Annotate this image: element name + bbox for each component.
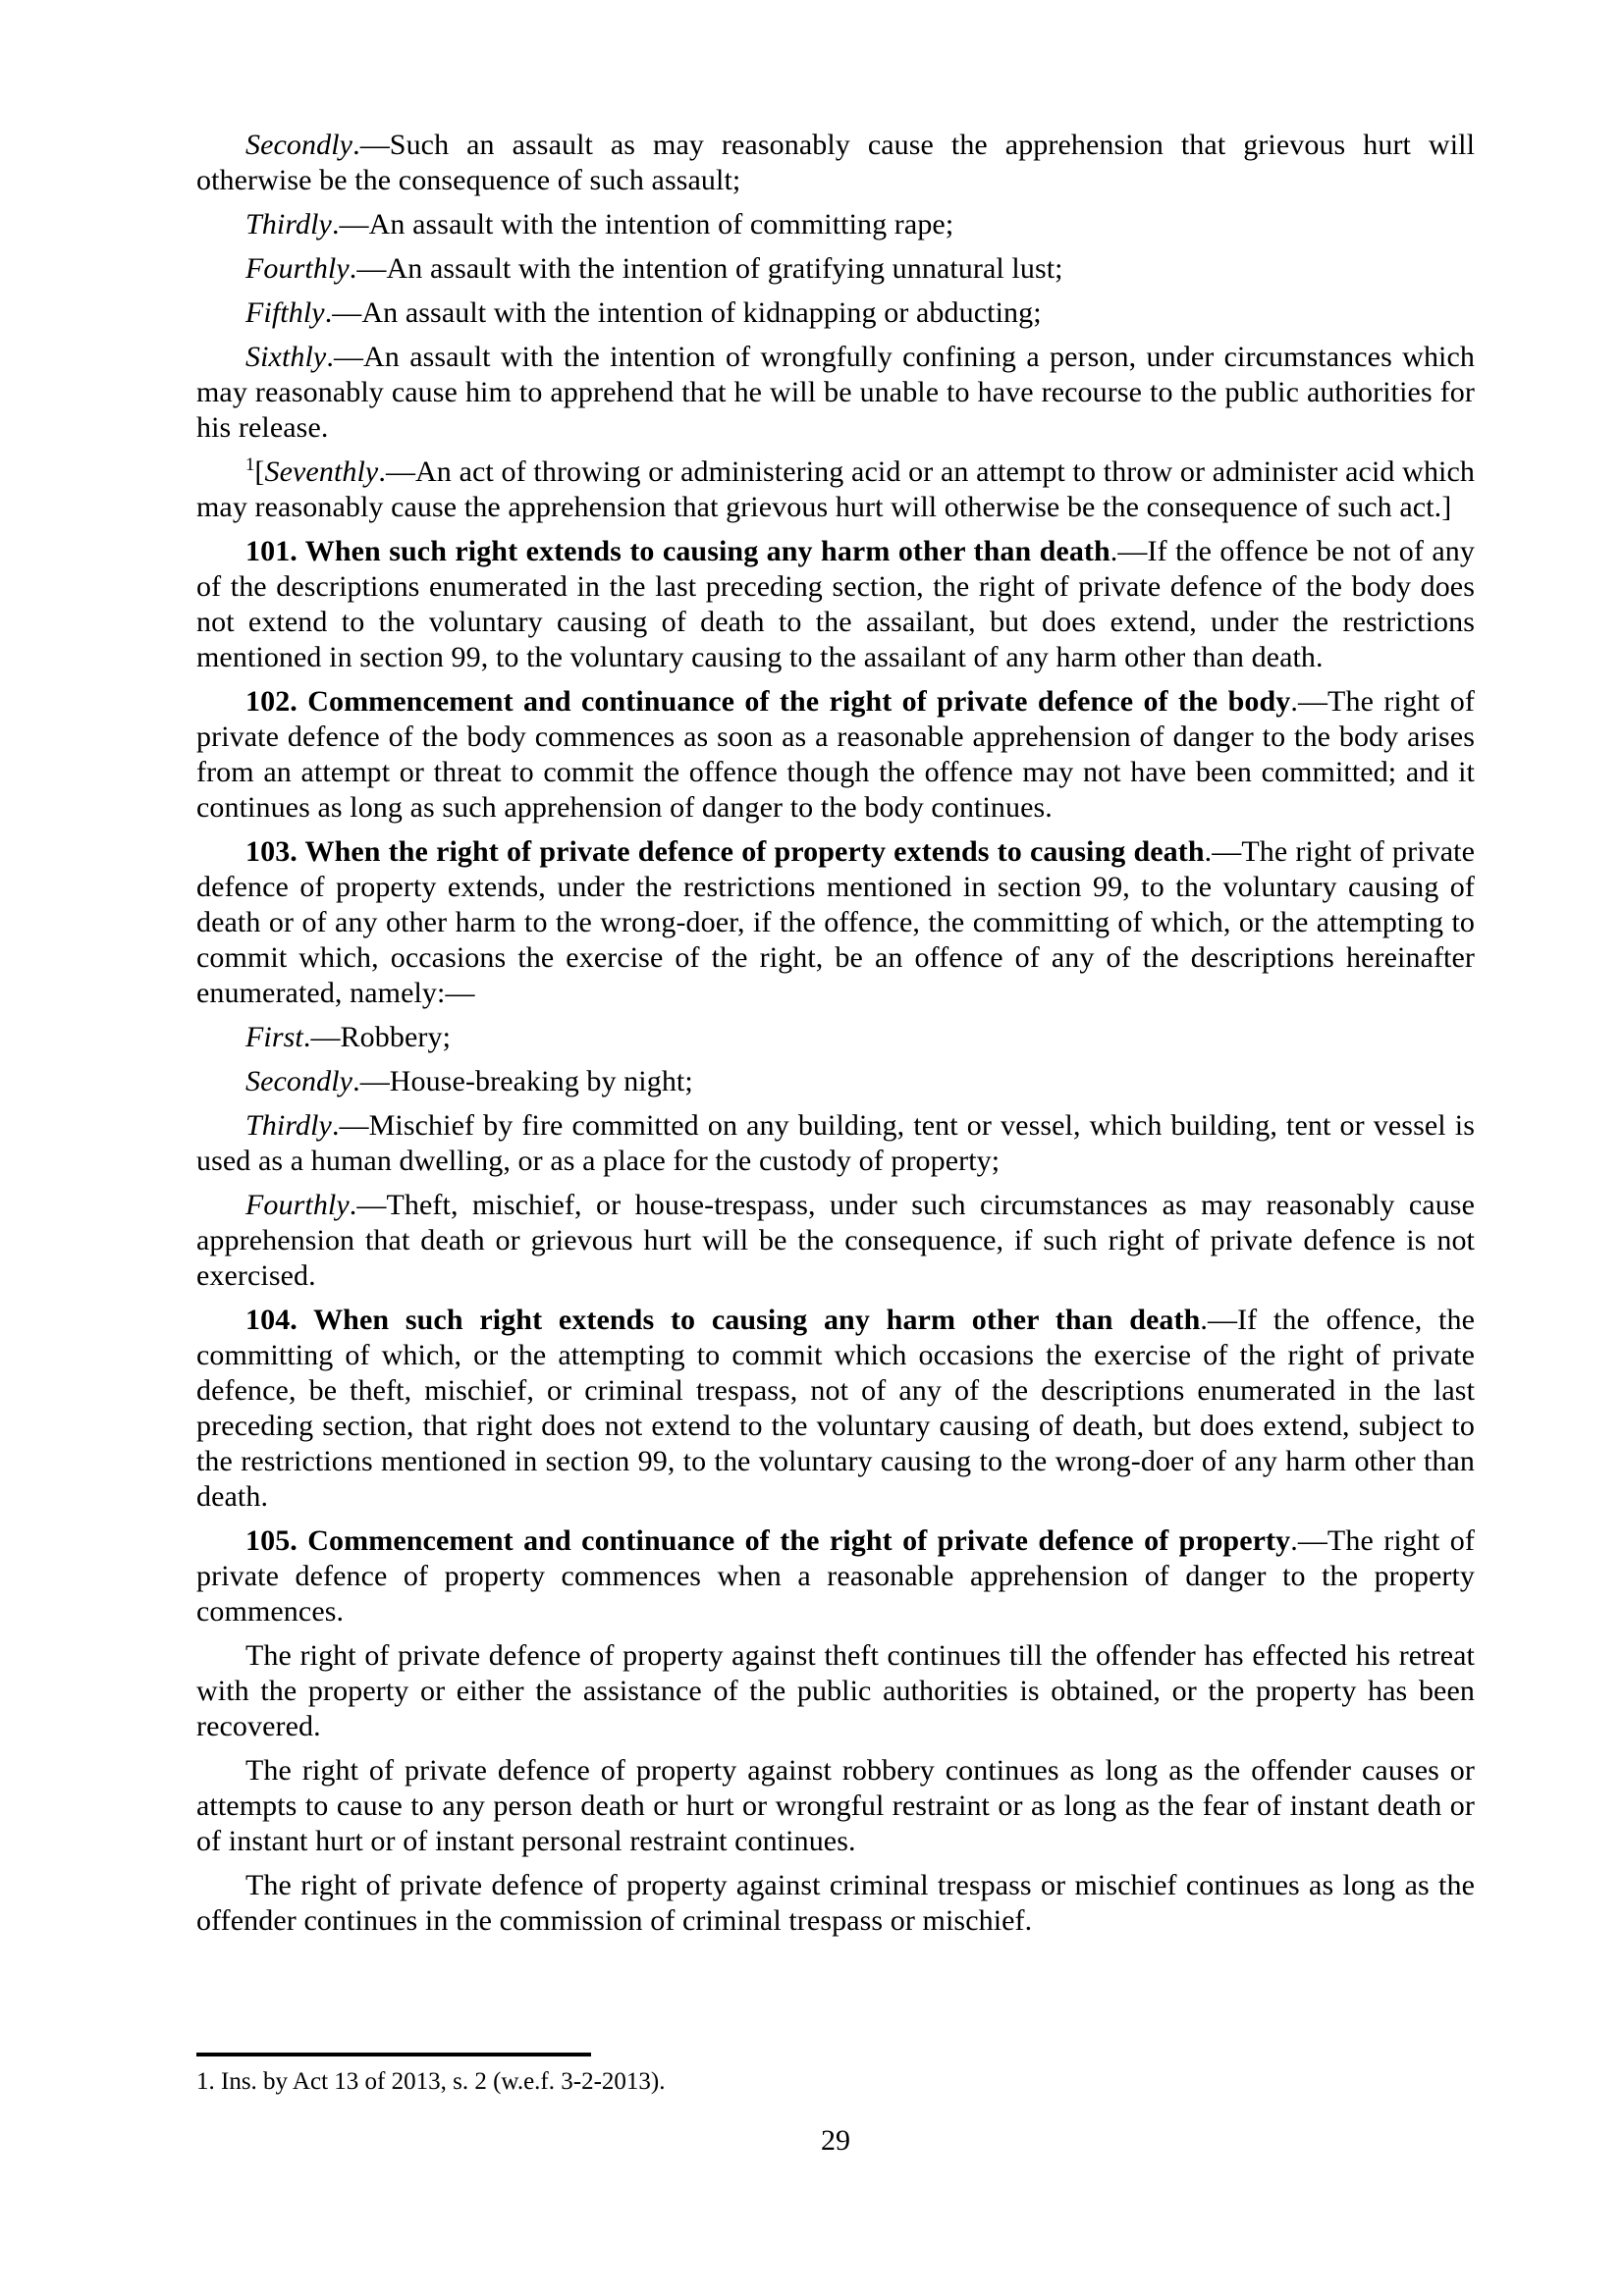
clause-thirdly — [196, 207, 1475, 242]
clause-lead: Thirdly — [245, 1109, 332, 1142]
footnote-divider — [196, 2053, 591, 2056]
clause-lead: Secondly — [245, 1065, 353, 1097]
clause-first — [196, 1020, 1475, 1055]
clause-text: .—An assault with the intention of wrongfully confining a person, under circumstances which may reasonably cause him to apprehend that he will be unable to have recourse to the public authorities for his release. — [196, 341, 1475, 444]
section-104-heading: 104. When such right extends to causing any harm other than death — [245, 1304, 1201, 1336]
section-103 — [196, 834, 1475, 1011]
clause-lead: Secondly — [245, 129, 353, 161]
clause-text: .—An assault with the intention of committing rape; — [331, 208, 954, 240]
footnote-ref-1: 1 — [245, 454, 255, 475]
clause-seventhly — [196, 454, 1475, 525]
para-theft-continuance — [196, 1638, 1475, 1744]
section-101-text: .—If the offence be not of any of the descriptions enumerated in the last preceding section, the right of private defence of the body does not extend to the voluntary causing of death to the assailant, but does extend, under the restrictions mentioned in section 99, to the voluntary causing to the assailant of any harm other than death. — [196, 535, 1475, 673]
clause-text: .—House-breaking by night; — [352, 1065, 693, 1097]
page-number: 29 — [821, 2124, 850, 2157]
clause-lead: Fourthly — [245, 1189, 350, 1221]
clause-lead: First — [245, 1021, 303, 1053]
section-103-text: .—The right of private defence of property extends, under the restrictions mentioned in section 99, to the voluntary causing of death or of any other harm to the wrong-doer, if the offence, the committing of which, or the attempting to commit which, occasions the exercise of the right, be an offence of any of the descriptions hereinafter enumerated, namely:— — [196, 835, 1475, 1009]
clause-secondly-2 — [196, 1064, 1475, 1099]
para-text: The right of private defence of property against criminal trespass or mischief continues as long as the offender continues in the commission of criminal trespass or mischief. — [196, 1869, 1475, 1937]
clause-lead: Seventhly — [264, 455, 379, 488]
section-105 — [196, 1523, 1475, 1629]
section-102-text: .—The right of private defence of the body commences as soon as a reasonable apprehension of danger to the body arises from an attempt or threat to commit the offence though the offence may not have been committed; and it continues as long as such apprehension of danger to the body continues. — [196, 685, 1475, 824]
clause-text: .—An assault with the intention of gratifying unnatural lust; — [349, 252, 1063, 285]
clause-secondly — [196, 128, 1475, 198]
section-105-heading: 105. Commencement and continuance of the right of private defence of property — [245, 1524, 1291, 1557]
footnote-text: 1. Ins. by Act 13 of 2013, s. 2 (w.e.f. 3-2-2013). — [196, 2068, 666, 2095]
clause-text: .—Theft, mischief, or house-trespass, under such circumstances as may reasonably cause apprehension that death or grievous hurt will be the consequence, if such right of private defence is not exercised. — [196, 1189, 1475, 1292]
clause-fourthly — [196, 251, 1475, 287]
clause-lead: Fourthly — [245, 252, 350, 285]
clause-text: .—An assault with the intention of kidnapping or abducting; — [324, 296, 1042, 329]
clause-text: .—Robbery; — [302, 1021, 452, 1053]
section-101 — [196, 534, 1475, 675]
clause-fourthly-2 — [196, 1188, 1475, 1294]
section-105-text: .—The right of private defence of property commences when a reasonable apprehension of danger to the property commences. — [196, 1524, 1475, 1628]
clause-thirdly-2 — [196, 1108, 1475, 1179]
section-102-heading: 102. Commencement and continuance of the right of private defence of the body — [245, 685, 1291, 718]
clause-fifthly — [196, 295, 1475, 331]
section-102 — [196, 684, 1475, 826]
body-text — [196, 128, 1475, 1948]
para-trespass-continuance — [196, 1868, 1475, 1939]
section-103-heading: 103. When the right of private defence of property extends to causing death — [245, 835, 1205, 868]
clause-lead: Thirdly — [245, 208, 332, 240]
clause-text: .—Mischief by fire committed on any building, tent or vessel, which building, tent or vessel is used as a human dwelling, or as a place for the custody of property; — [196, 1109, 1475, 1177]
clause-lead: Fifthly — [245, 296, 325, 329]
section-104 — [196, 1303, 1475, 1515]
section-101-heading: 101. When such right extends to causing any harm other than death — [245, 535, 1110, 567]
clause-text: .—Such an assault as may reasonably cause the apprehension that grievous hurt will otherwise be the consequence of such assault; — [196, 129, 1475, 196]
para-robbery-continuance — [196, 1753, 1475, 1859]
clause-text: .—An act of throwing or administering acid or an attempt to throw or administer acid which may reasonably cause the apprehension that grievous hurt will otherwise be the consequence of such act.] — [196, 455, 1475, 523]
bracket-open: [ — [254, 455, 265, 488]
para-text: The right of private defence of property against theft continues till the offender has effected his retreat with the property or either the assistance of the public authorities is obtained, or the property has been recovered. — [196, 1639, 1475, 1742]
clause-sixthly — [196, 340, 1475, 446]
clause-lead: Sixthly — [245, 341, 327, 373]
para-text: The right of private defence of property against robbery continues as long as the offender causes or attempts to cause to any person death or hurt or wrongful restraint or as long as the fear of instant death or of instant hurt or of instant personal restraint continues. — [196, 1754, 1475, 1857]
section-104-text: .—If the offence, the committing of which, or the attempting to commit which occasions the exercise of the right of private defence, be theft, mischief, or criminal trespass, not of any of the descriptions enumerated in the last preceding section, that right does not extend to the voluntary causing of death, but does extend, subject to the restrictions mentioned in section 99, to the voluntary causing to the wrong-doer of any harm other than death. — [196, 1304, 1475, 1513]
